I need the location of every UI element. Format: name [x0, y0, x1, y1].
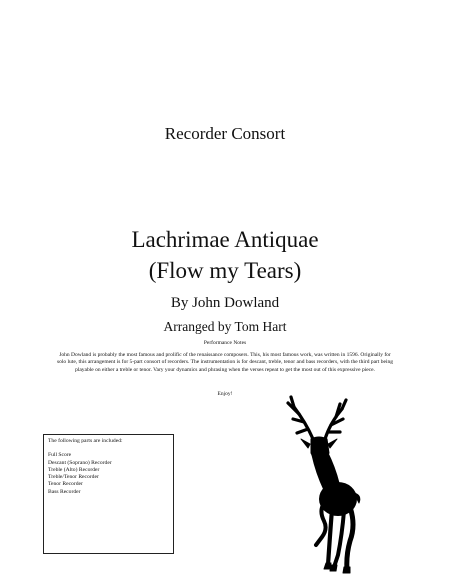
parts-intro: The following parts are included:	[48, 438, 123, 444]
performance-notes-heading: Performance Notes	[203, 340, 247, 346]
part-item: Treble (Alto) Recorder	[48, 466, 100, 473]
ensemble-heading: Recorder Consort	[164, 124, 286, 143]
piece-subtitle: (Flow my Tears)	[148, 258, 302, 283]
composer-credit: By John Dowland	[170, 295, 280, 311]
included-parts-box	[43, 434, 174, 554]
arranger-credit: Arranged by Tom Hart	[163, 319, 287, 334]
stag-silhouette-icon	[280, 395, 380, 575]
piece-title: Lachrimae Antiquae	[131, 227, 319, 252]
part-item: Full Score	[48, 452, 72, 459]
part-item: Descant (Soprano) Recorder	[48, 459, 112, 466]
part-item: Bass Recorder	[48, 488, 81, 495]
closing-note: Enjoy!	[217, 391, 233, 397]
parts-list	[48, 452, 169, 496]
performance-notes-body: John Dowland is probably the most famous and prolific of the renaissance composers. This, his most famous work, was written in 1596. Originally for solo lute, this arrangement is for 5-part consort of recorders. The instrumentation is for descant, treble, tenor and bass recorders, with the third part being playable on either a treble or tenor. Vary your dynamics and phrasing when the verses repeat to get the most out of this expressive piece.	[56, 352, 394, 373]
part-item: Tenor Recorder	[48, 481, 83, 488]
part-item: Treble/Tenor Recorder	[48, 474, 99, 481]
